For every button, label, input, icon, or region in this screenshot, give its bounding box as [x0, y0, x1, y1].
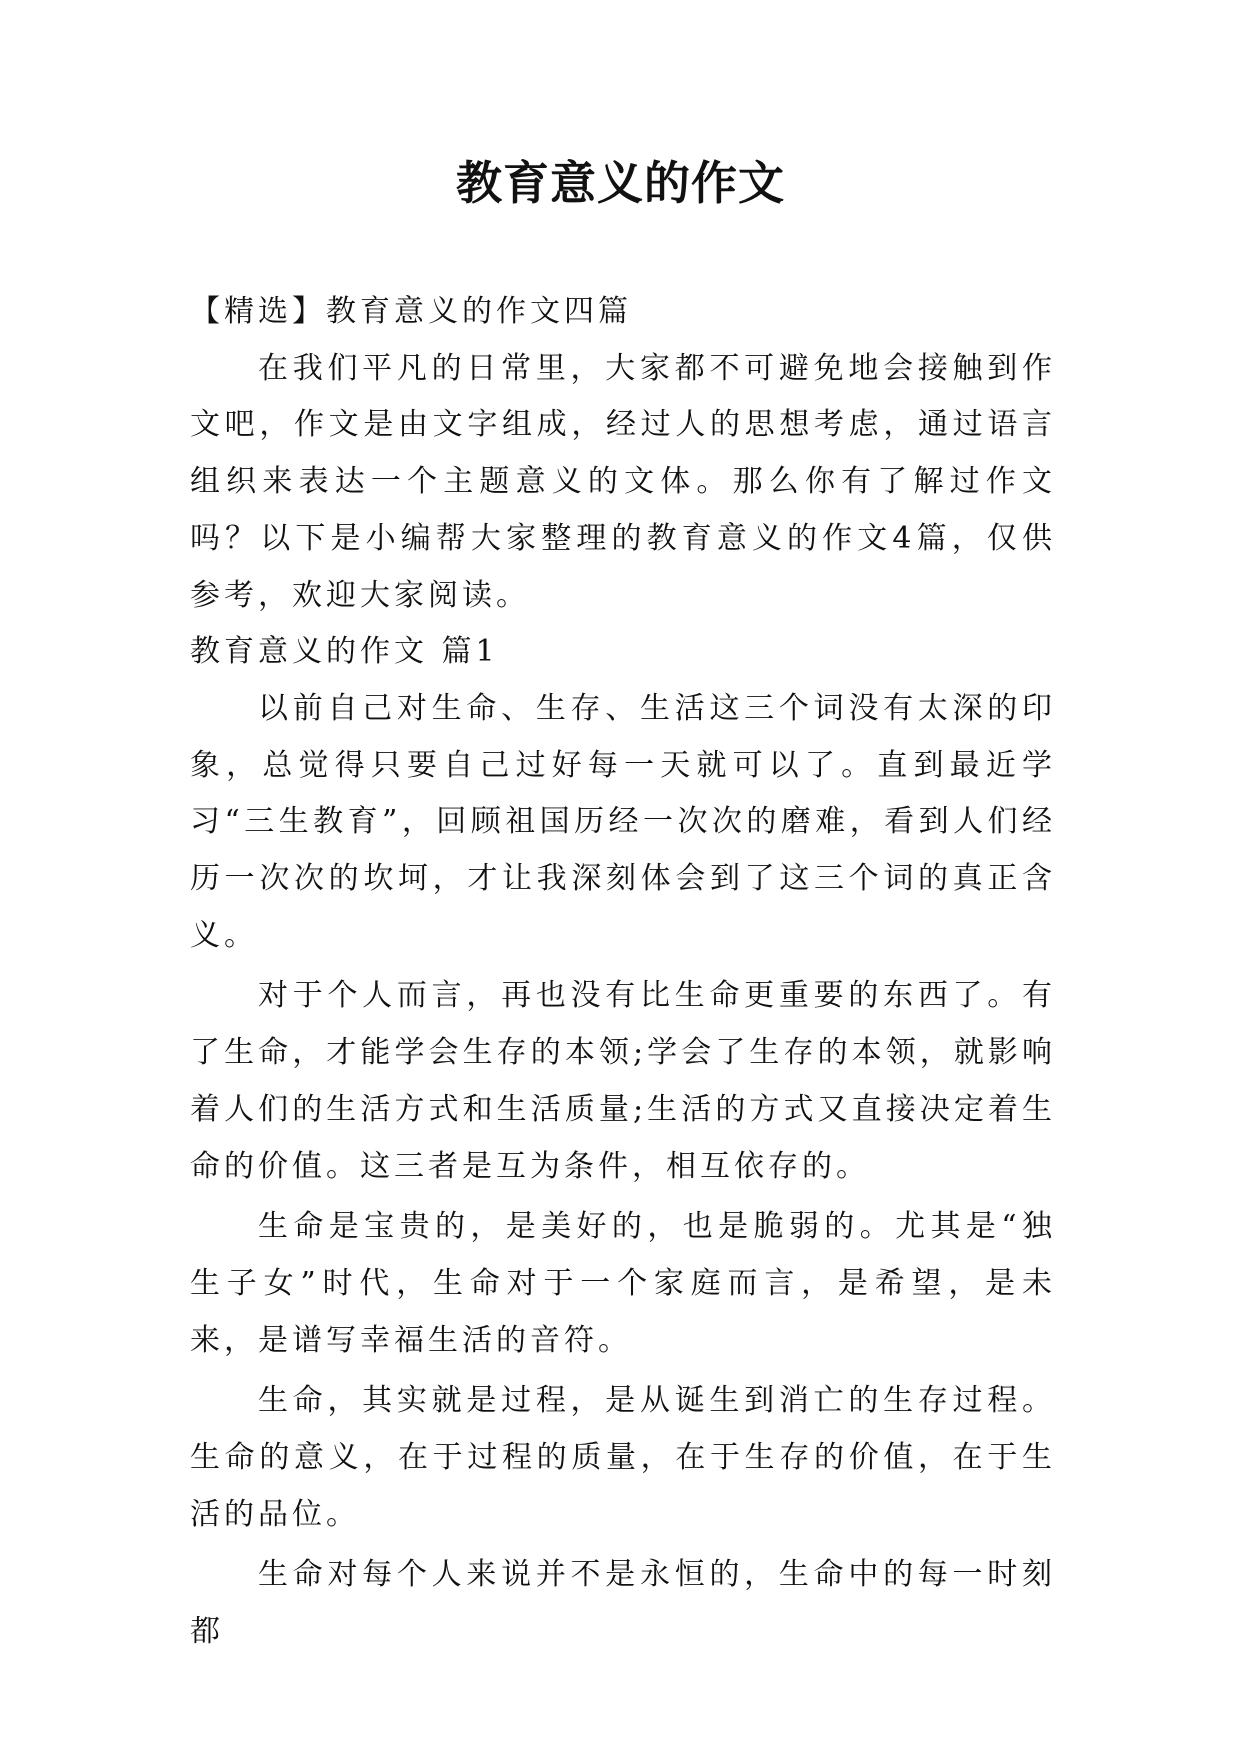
document-body: [190, 284, 1056, 1661]
body-paragraph-3: 生命是宝贵的，是美好的，也是脆弱的。尤其是“独生子女”时代，生命对于一个家庭而言，是希望，是未来，是谱写幸福生活的音符。: [190, 1209, 1056, 1358]
body-paragraph-1: 以前自己对生命、生存、生活这三个词没有太深的印象，总觉得只要自己过好每一天就可以了。直到最近学习“三生教育”，回顾祖国历经一次次的磨难，看到人们经历一次次的坎坷，才让我深刻体会到了这三个词的真正含义。: [190, 690, 1056, 953]
intro-paragraph: 在我们平凡的日常里，大家都不可避免地会接触到作文吧，作文是由文字组成，经过人的思想考虑，通过语言组织来表达一个主题意义的文体。那么你有了解过作文吗？以下是小编帮大家整理的教育意义的作文4篇，仅供参考，欢迎大家阅读。: [190, 350, 1056, 613]
body-paragraph-2: 对于个人而言，再也没有比生命更重要的东西了。有了生命，才能学会生存的本领;学会了生存的本领，就影响着人们的生活方式和生活质量;生活的方式又直接决定着生命的价值。这三者是互为条件，相互依存的。: [190, 978, 1056, 1184]
document-subtitle: 【精选】教育意义的作文四篇: [190, 294, 632, 329]
document-title: 教育意义的作文: [456, 156, 785, 210]
body-paragraph-5: 生命对每个人来说并不是永恒的，生命中的每一时刻都: [190, 1557, 1056, 1650]
body-paragraph-4: 生命，其实就是过程，是从诞生到消亡的生存过程。生命的意义，在于过程的质量，在于生存的价值，在于生活的品位。: [190, 1383, 1056, 1532]
section-heading: 教育意义的作文 篇1: [190, 634, 499, 670]
